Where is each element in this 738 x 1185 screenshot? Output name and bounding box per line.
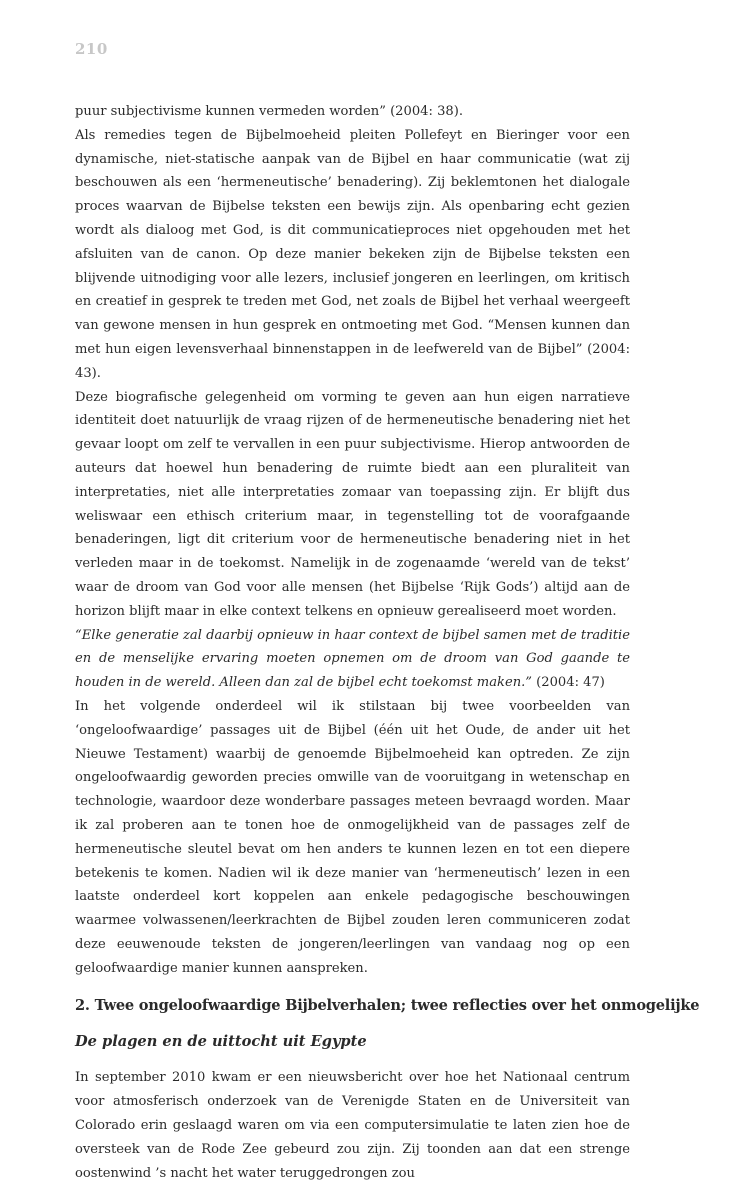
- paragraph-news-report: In september 2010 kwam er een nieuwsbericht over hoe het Nationaal centrum voor atmosferisch onderzoek van de Verenigde Staten en de Universiteit van Colorado erin geslaagd waren om via een computersimulatie te laten zien hoe de oversteek van de Rode Zee gebeurd zou zijn. Zij toonden aan dat een strenge oostenwind ’s nacht het water teruggedrongen zou: [75, 1070, 630, 1181]
- subsection-heading: De plagen en de uittocht uit Egypte: [75, 1033, 367, 1051]
- section-heading: 2. Twee ongeloofwaardige Bijbelverhalen; twee reflecties over het onmogelijke: [75, 997, 700, 1015]
- body-text: [75, 100, 700, 1185]
- paragraph-remedies: Als remedies tegen de Bijbelmoeheid pleiten Pollefeyt en Bieringer voor een dynamische, niet-statische aanpak van de Bijbel en haar communicatie (wat zij beschouwen als een ‘hermeneutische’ benadering). Zij beklemtonen het dialogale proces waarvan de Bijbelse teksten een bewijs zijn. Als openbaring echt gezien wordt als dialoog met God, is dit communicatieproces niet opgehouden met het afsluiten van de canon. Op deze manier bekeken zijn de Bijbelse teksten een blijvende uitnodiging voor alle lezers, inclusief jongeren en leerlingen, om kritisch en creatief in gesprek te treden met God, net zoals de Bijbel het verhaal weergeeft van gewone mensen in hun gesprek en ontmoeting met God. “Mensen kunnen dan met hun eigen levensverhaal binnenstappen in de leefwereld van de Bijbel” (2004: 43).: [75, 127, 630, 381]
- paragraph-continuation: puur subjectivisme kunnen vermeden worden” (2004: 38).: [75, 104, 464, 119]
- paragraph-biographical: Deze biografische gelegenheid om vorming te geven aan hun eigen narratieve identiteit doet natuurlijk de vraag rijzen of de hermeneutische benadering niet het gevaar loopt om zelf te vervallen in een puur subjectivisme. Hierop antwoorden de auteurs dat hoewel hun benadering de ruimte biedt aan een pluraliteit van interpretaties, niet alle interpretaties zomaar van toepassing zijn. Er blijft dus weliswaar een ethisch criterium maar, in tegenstelling tot de voorafgaande benaderingen, ligt dit criterium voor de hermeneutische benadering niet in het verleden maar in de toekomst. Namelijk in de zogenaamde ‘wereld van de tekst’ waar de droom van God voor alle mensen (het Bijbelse ‘Rijk Gods’) altijd aan de horizon blijft maar in elke context telkens en opnieuw gerealiseerd moet worden.: [75, 389, 630, 619]
- page-number: 210: [75, 40, 108, 58]
- paragraph-next-part: In het volgende onderdeel wil ik stilstaan bij twee voorbeelden van ‘ongeloofwaardige’ passages uit de Bijbel (één uit het Oude, de ander uit het Nieuwe Testament) waarbij de genoemde Bijbelmoeheid kan optreden. Ze zijn ongeloofwaardig geworden precies omwille van de vooruitgang in wetenschap en technologie, waardoor deze wonderbare passages meteen bevraagd worden. Maar ik zal proberen aan te tonen hoe de onmogelijkheid van de passages zelf de hermeneutische sleutel bevat om hen anders te kunnen lezen en tot een diepere betekenis te komen. Nadien wil ik deze manier van ‘hermeneutisch’ lezen in een laatste onderdeel kort koppelen aan enkele pedagogische beschouwingen waarmee volwassenen/leerkrachten de Bijbel zouden leren communiceren zodat deze eeuwenoude teksten de jongeren/leerlingen van vandaag nog op een geloofwaardige manier kunnen aanspreken.: [75, 698, 630, 976]
- block-quote: [75, 624, 630, 695]
- quote-text: “Elke generatie zal daarbij opnieuw in haar context de bijbel samen met de traditie en de menselijke ervaring moeten opnemen om de droom van God gaande te houden in de wereld. Alleen dan zal de bijbel echt toekomst maken.”: [75, 627, 630, 691]
- quote-citation: (2004: 47): [531, 675, 605, 691]
